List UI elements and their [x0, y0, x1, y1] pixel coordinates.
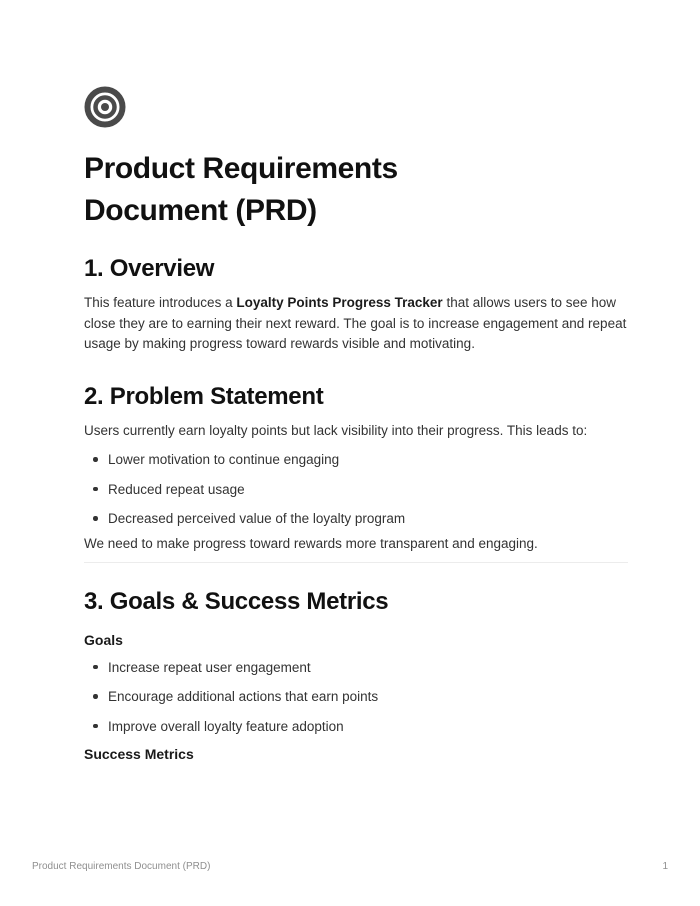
overview-text-before: This feature introduces a [84, 295, 237, 310]
problem-intro: Users currently earn loyalty points but lack visibility into their progress. This leads to: [84, 422, 588, 438]
problem-closing: We need to make progress toward rewards more transparent and engaging. [84, 536, 538, 551]
goals-bullet-list [84, 657, 628, 737]
overview-text-after: that allows users to see how close they are to earning their next reward. The goal is to increase engagement and repeat usage by making progress toward rewards visible and motivating. [84, 295, 627, 351]
section-overview [84, 254, 628, 355]
target-icon [84, 86, 126, 128]
list-item: Improve overall loyalty feature adoption [84, 716, 628, 737]
success-metrics-label: Success Metrics [84, 745, 194, 762]
list-item: Reduced repeat usage [84, 479, 628, 500]
footer-doc-title: Product Requirements Document (PRD) [32, 861, 211, 872]
list-item: Decreased perceived value of the loyalty program [84, 508, 628, 529]
problem-bullet-list [84, 449, 628, 529]
problem-heading: 2. Problem Statement [84, 382, 324, 410]
overview-text-bold: Loyalty Points Progress Tracker [236, 295, 443, 310]
document-title: Product Requirements Document (PRD) [84, 152, 398, 227]
footer-page-number: 1 [662, 861, 668, 872]
section-problem [84, 382, 628, 555]
page-footer [32, 861, 668, 873]
list-item: Encourage additional actions that earn points [84, 686, 628, 707]
goals-label: Goals [84, 631, 123, 648]
list-item: Increase repeat user engagement [84, 657, 628, 678]
list-item: Lower motivation to continue engaging [84, 449, 628, 470]
section-divider [84, 562, 628, 563]
goals-heading: 3. Goals & Success Metrics [84, 587, 389, 615]
overview-heading: 1. Overview [84, 255, 215, 282]
section-goals [84, 587, 628, 765]
overview-paragraph [84, 293, 628, 355]
